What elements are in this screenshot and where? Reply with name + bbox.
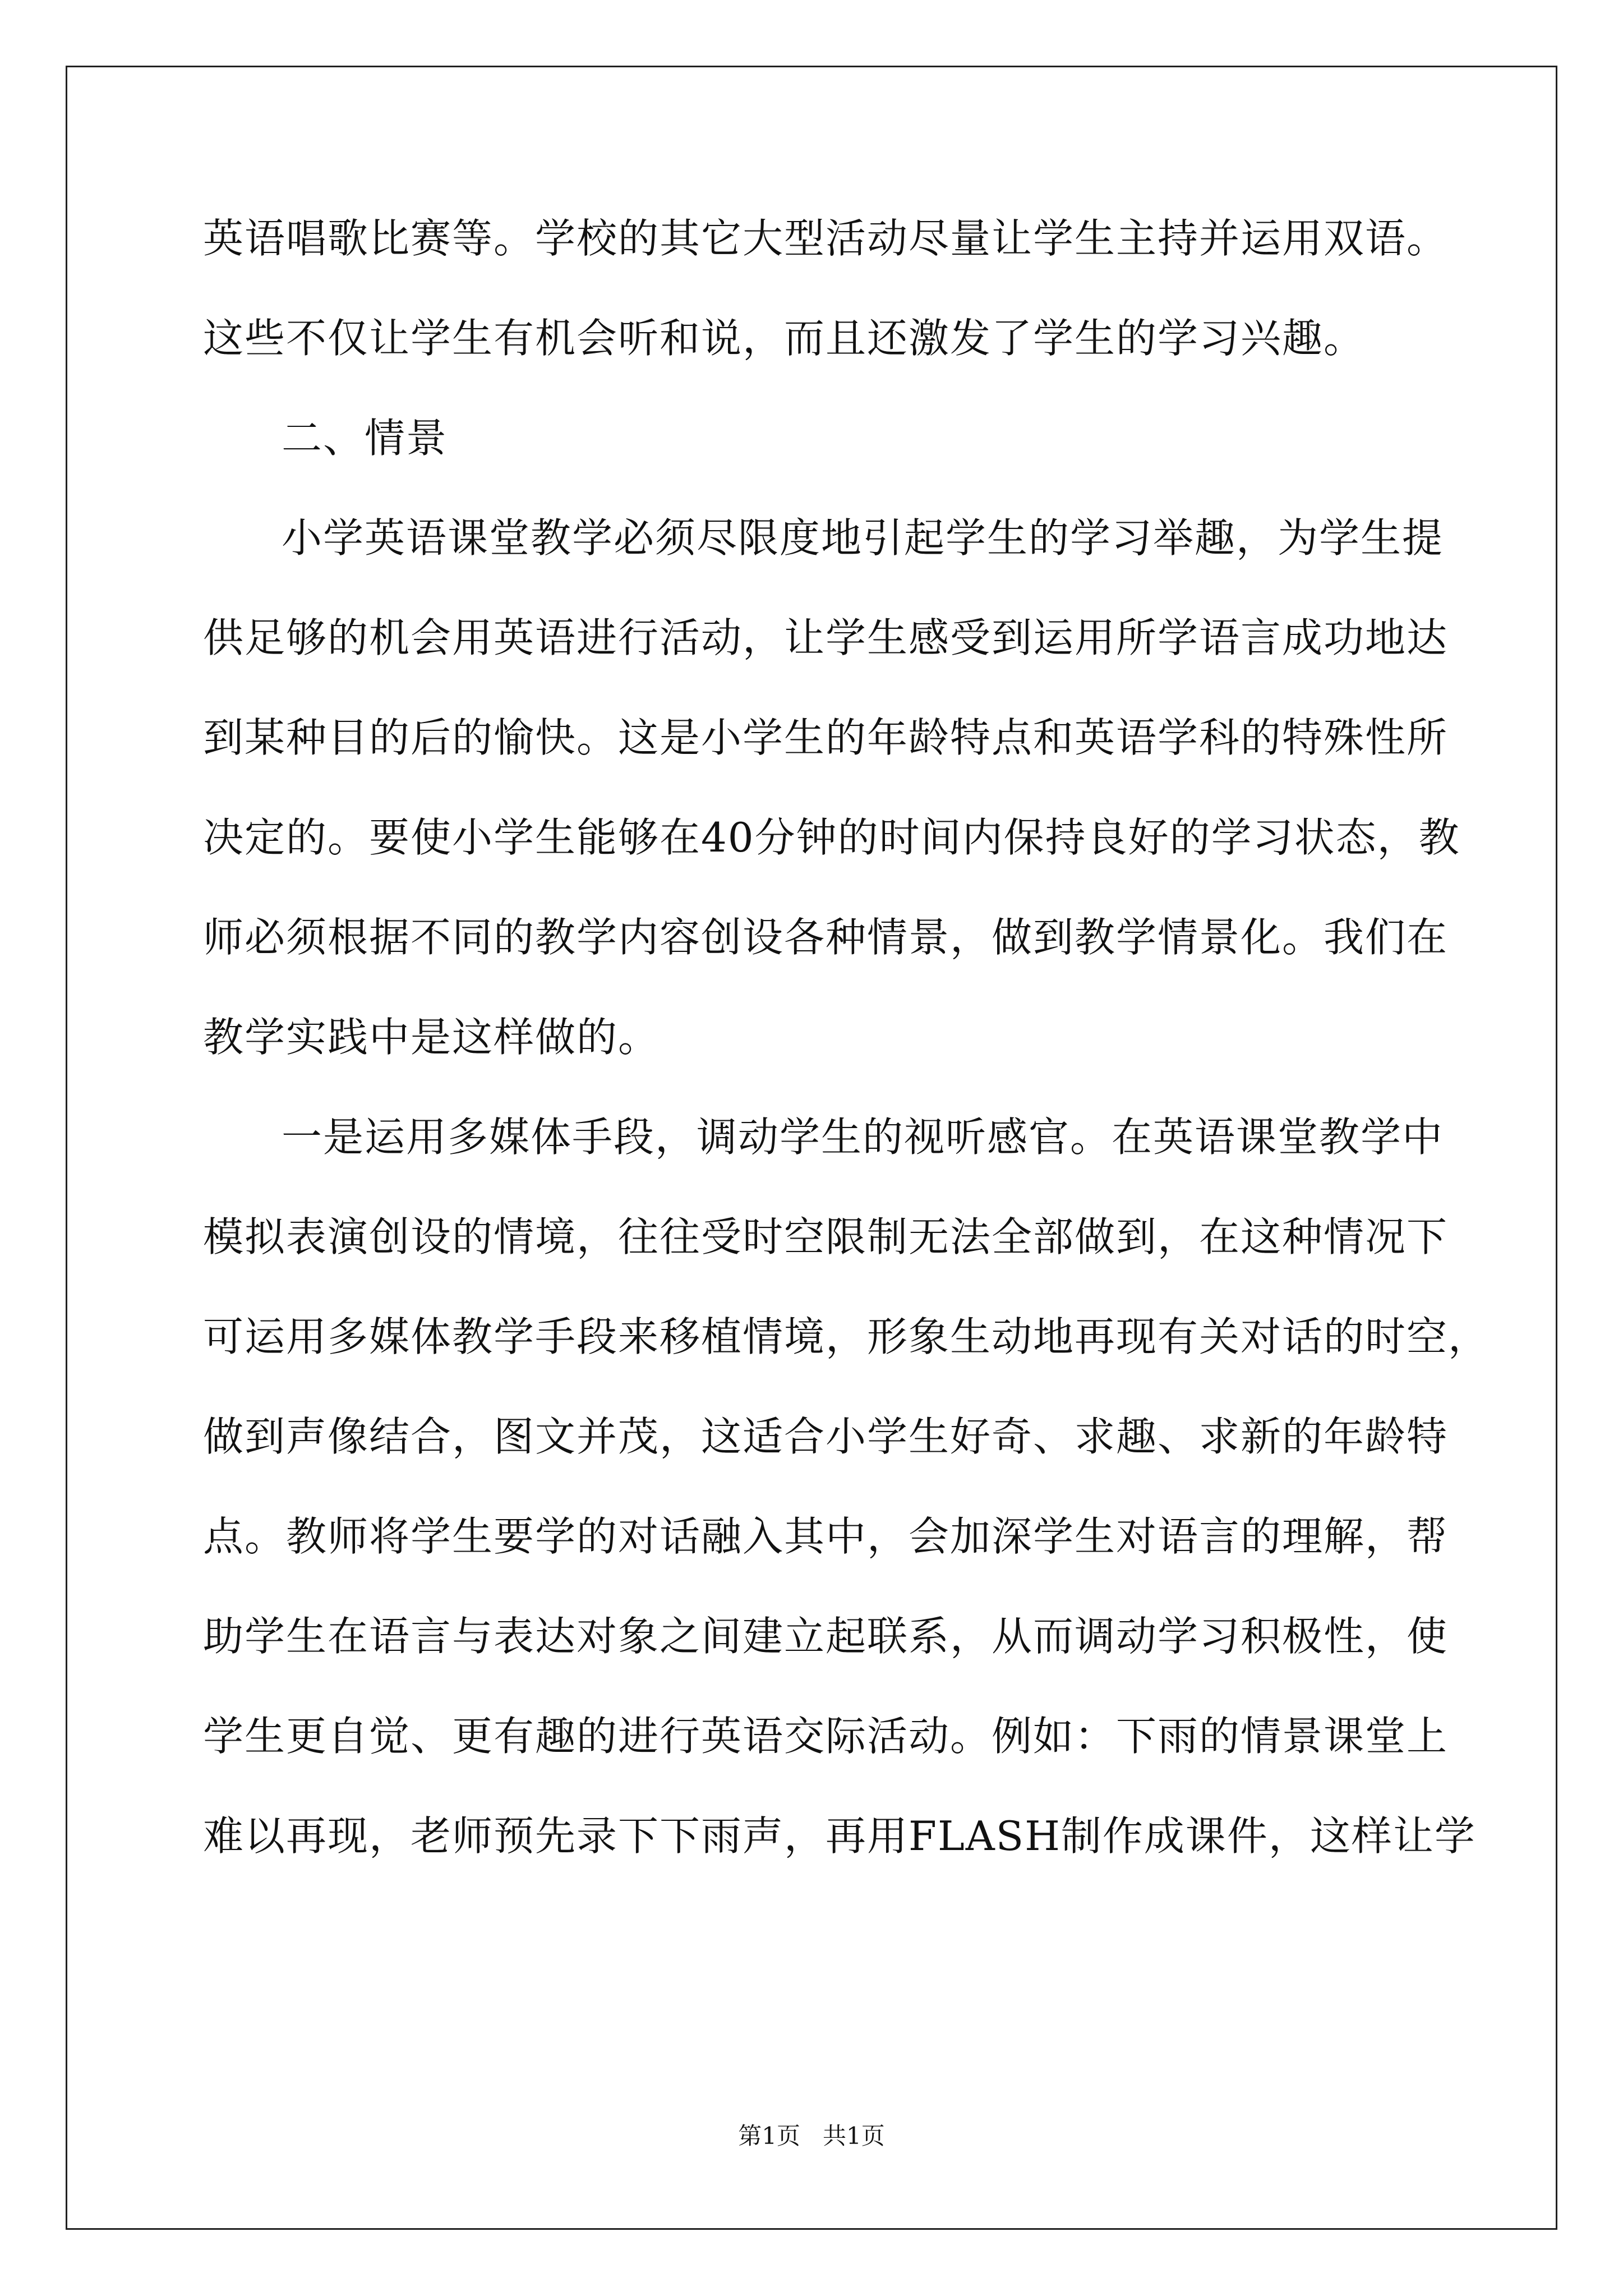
paragraph-line: 难以再现，老师预先录下下雨声，再用FLASH制作成课件，这样让学	[203, 1812, 1476, 1860]
paragraph-line: 可运用多媒体教学手段来移植情境，形象生动地再现有关对话的时空，	[203, 1313, 1490, 1360]
paragraph-line: 决定的。要使小学生能够在40分钟的时间内保持良好的学习状态，教	[203, 814, 1460, 861]
paragraph-line: 模拟表演创设的情境，往往受时空限制无法全部做到，在这种情况下	[203, 1213, 1449, 1260]
paragraph-line: 小学英语课堂教学必须尽限度地引起学生的学习举趣，为学生提	[282, 514, 1444, 562]
document-body	[203, 203, 1490, 1901]
paragraph-line: 师必须根据不同的教学内容创设各种情景，做到教学情景化。我们在	[203, 914, 1449, 961]
paragraph-line: 点。教师将学生要学的对话融入其中，会加深学生对语言的理解，帮	[203, 1513, 1449, 1560]
paragraph-line: 供足够的机会用英语进行活动，让学生感受到运用所学语言成功地达	[203, 614, 1449, 661]
paragraph-line: 助学生在语言与表达对象之间建立起联系，从而调动学习积极性，使	[203, 1613, 1449, 1660]
paragraph-line: 到某种目的后的愉快。这是小学生的年龄特点和英语学科的特殊性所	[203, 714, 1449, 761]
paragraph-line: 做到声像结合，图文并茂，这适合小学生好奇、求趣、求新的年龄特	[203, 1413, 1449, 1460]
paragraph-line: 教学实践中是这样做的。	[203, 1014, 660, 1061]
paragraph-line: 学生更自觉、更有趣的进行英语交际活动。例如：下雨的情景课堂上	[203, 1713, 1449, 1760]
paragraph-line: 一是运用多媒体手段，调动学生的视听感官。在英语课堂教学中	[282, 1114, 1444, 1161]
paragraph-line: 英语唱歌比赛等。学校的其它大型活动尽量让学生主持并运用双语。	[203, 215, 1449, 262]
page-footer: 第1页 共1页	[738, 2122, 885, 2150]
section-heading: 二、情景	[282, 415, 448, 462]
paragraph-line: 这些不仅让学生有机会听和说，而且还激发了学生的学习兴趣。	[203, 315, 1366, 362]
